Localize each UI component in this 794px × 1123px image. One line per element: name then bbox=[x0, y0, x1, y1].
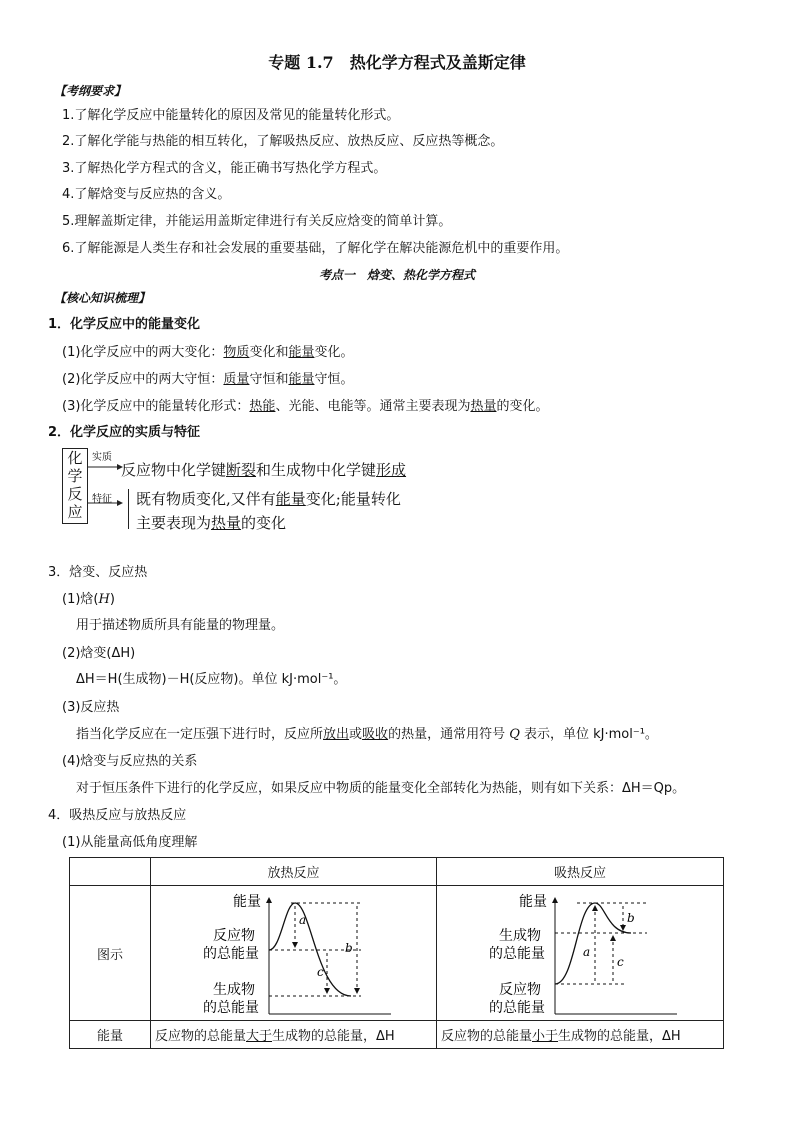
outline-item-2: 2.了解化学能与热能的相互转化，了解吸热反应、放热反应、反应热等概念。 bbox=[62, 134, 504, 149]
col-endothermic: 吸热反应 bbox=[437, 858, 724, 886]
exo-y-label: 能量 bbox=[233, 894, 261, 910]
concept-box-char-3: 反 bbox=[67, 485, 83, 503]
endo-lower-label-2: 的总能量 bbox=[489, 1000, 545, 1016]
endo-curve bbox=[555, 903, 631, 984]
section-4-sub-1: (1)从能量高低角度理解 bbox=[62, 835, 198, 850]
outline-header: 【考纲要求】 bbox=[54, 84, 127, 98]
exo-lower-label-2: 的总能量 bbox=[203, 1000, 259, 1016]
reaction-heat-body: 指当化学反应在一定压强下进行时，反应所放出或吸收的热量，通常用符号 Q 表示，单位 kJ·mol⁻¹。 bbox=[76, 727, 658, 742]
concept-box-char-4: 应 bbox=[67, 503, 83, 521]
section-2-heading: 2．化学反应的实质与特征 bbox=[48, 425, 201, 440]
endothermic-diagram bbox=[437, 886, 723, 1020]
section-1-heading: 1．化学反应中的能量变化 bbox=[48, 317, 201, 332]
exothermic-diagram bbox=[151, 886, 436, 1020]
endo-upper-label-2: 的总能量 bbox=[489, 946, 545, 962]
section-1-line-1: (1)化学反应中的两大变化：物质变化和能量变化。 bbox=[62, 345, 354, 360]
concept-box-char-2: 学 bbox=[67, 467, 83, 485]
enthalpy-title: (1)焓(H) bbox=[62, 592, 115, 607]
endo-label-a: a bbox=[583, 945, 591, 959]
endo-upper-label-1: 生成物 bbox=[499, 928, 541, 944]
row-energy-label: 能量 bbox=[70, 1021, 151, 1049]
endo-label-b: b bbox=[627, 911, 635, 925]
section-1-line-2: (2)化学反应中的两大守恒：质量守恒和能量守恒。 bbox=[62, 372, 354, 387]
page-title: 专题 1.7 热化学方程式及盖斯定律 bbox=[268, 53, 526, 72]
col-exothermic: 放热反应 bbox=[151, 858, 437, 886]
arrow-label-feature: 特征 bbox=[92, 494, 112, 505]
concept-box bbox=[62, 448, 88, 524]
outline-item-6: 6.了解能源是人类生存和社会发展的重要基础，了解化学在解决能源危机中的重要作用。 bbox=[62, 241, 569, 256]
enthalpy-body: 用于描述物质所具有能量的物理量。 bbox=[76, 618, 285, 633]
relation-body: 对于恒压条件下进行的化学反应，如果反应中物质的能量变化全部转化为热能，则有如下关系：ΔH＝Qp。 bbox=[76, 781, 686, 796]
table-corner bbox=[70, 858, 151, 886]
feature-text-1: 既有物质变化,又伴有能量变化;能量转化 bbox=[136, 490, 401, 508]
exo-lower-label-1: 生成物 bbox=[213, 982, 255, 998]
concept-box-char-1: 化 bbox=[67, 449, 83, 467]
feature-bracket bbox=[128, 489, 129, 529]
topic-heading: 考点一 焓变、热化学方程式 bbox=[318, 268, 475, 282]
exo-label-c: c bbox=[317, 965, 324, 979]
arrow-label-essence: 实质 bbox=[92, 452, 112, 463]
endo-y-label: 能量 bbox=[519, 894, 547, 910]
endo-lower-label-1: 反应物 bbox=[499, 982, 541, 998]
energy-table bbox=[69, 857, 724, 1049]
outline-item-1: 1.了解化学反应中能量转化的原因及常见的能量转化形式。 bbox=[62, 108, 400, 123]
endo-label-c: c bbox=[617, 955, 624, 969]
exo-label-b: b bbox=[345, 941, 353, 955]
section-4-heading: 4．吸热反应与放热反应 bbox=[48, 808, 187, 823]
exothermic-diagram-cell bbox=[151, 886, 437, 1021]
outline-item-4: 4.了解焓变与反应热的含义。 bbox=[62, 187, 231, 202]
core-header: 【核心知识梳理】 bbox=[54, 291, 151, 305]
reaction-heat-title: (3)反应热 bbox=[62, 700, 120, 715]
outline-item-3: 3.了解热化学方程式的含义，能正确书写热化学方程式。 bbox=[62, 161, 387, 176]
essence-text: 反应物中化学键断裂和生成物中化学键形成 bbox=[121, 461, 407, 479]
exo-energy-text: 反应物的总能量大于生成物的总能量，ΔH bbox=[151, 1021, 437, 1049]
outline-item-5: 5.理解盖斯定律，并能运用盖斯定律进行有关反应焓变的简单计算。 bbox=[62, 214, 452, 229]
relation-title: (4)焓变与反应热的关系 bbox=[62, 754, 198, 769]
section-3-heading: 3．焓变、反应热 bbox=[48, 565, 148, 580]
feature-text-2: 主要表现为热量的变化 bbox=[136, 514, 287, 532]
endo-energy-text: 反应物的总能量小于生成物的总能量，ΔH bbox=[437, 1021, 724, 1049]
exo-label-a: a bbox=[299, 913, 307, 927]
enthalpy-change-title: (2)焓变(ΔH) bbox=[62, 646, 136, 661]
exo-upper-label-1: 反应物 bbox=[213, 928, 255, 944]
section-1-line-3: (3)化学反应中的能量转化形式：热能、光能、电能等。通常主要表现为热量的变化。 bbox=[62, 399, 549, 414]
exo-upper-label-2: 的总能量 bbox=[203, 946, 259, 962]
endothermic-diagram-cell bbox=[437, 886, 724, 1021]
enthalpy-change-body: ΔH＝H(生成物)－H(反应物)。单位 kJ·mol⁻¹。 bbox=[76, 672, 347, 687]
row-diagram-label: 图示 bbox=[70, 886, 151, 1021]
